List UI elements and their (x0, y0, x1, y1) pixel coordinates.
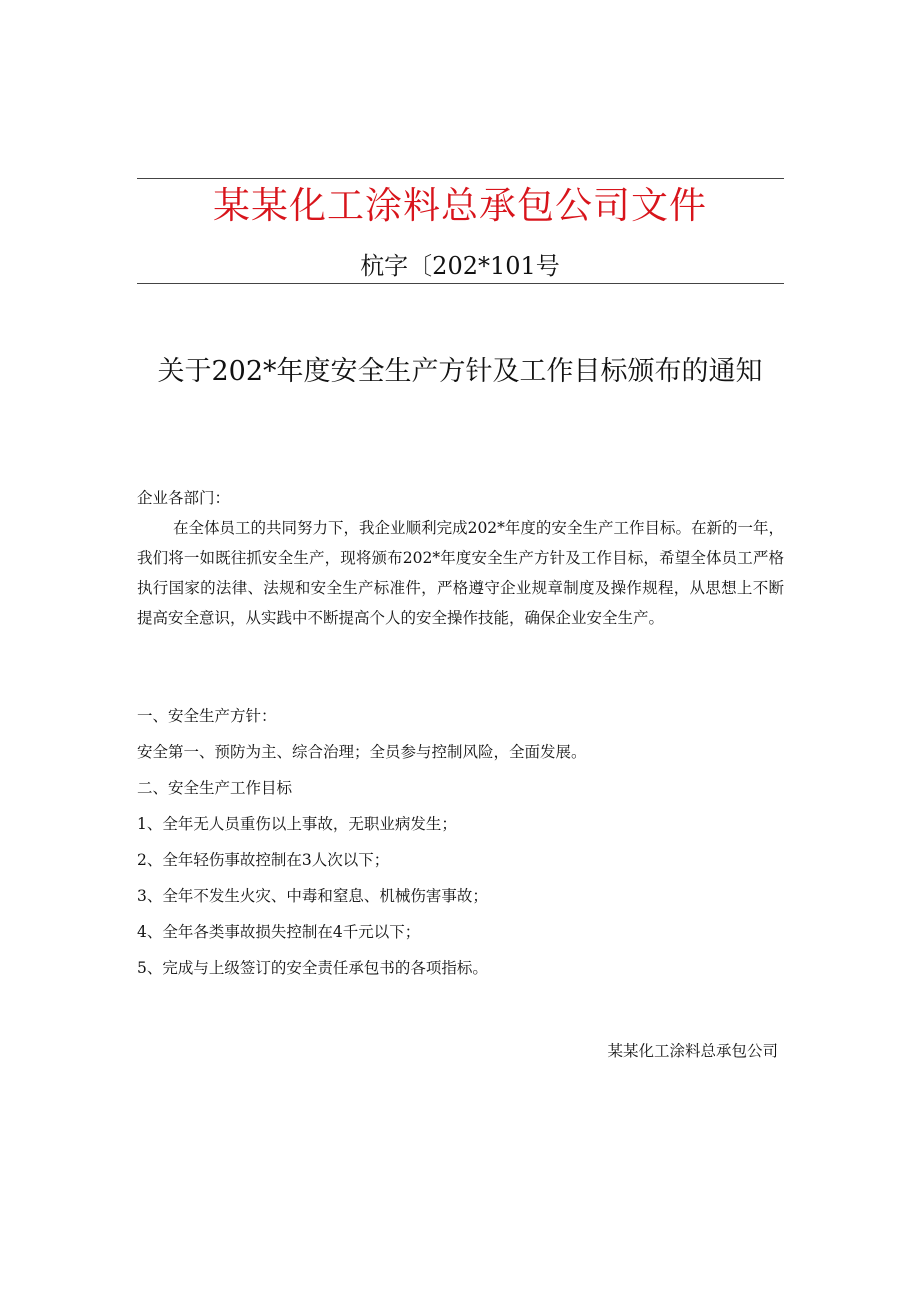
section1-text: 安全第一、预防为主、综合治理；全员参与控制风险，全面发展。 (137, 743, 587, 761)
organization-title: 某某化工涂料总承包公司文件 (213, 184, 707, 227)
goal-item-2: 2、全年轻伤事故控制在3人次以下； (137, 851, 390, 869)
salutation: 企业各部门： (137, 489, 231, 507)
goal-item-1: 1、全年无人员重伤以上事故，无职业病发生； (137, 815, 457, 833)
document-number: 杭字〔202*101号 (360, 252, 560, 280)
section-list (137, 698, 784, 986)
goal-item-3: 3、全年不发生火灾、中毒和窒息、机械伤害事故； (137, 887, 488, 905)
signature-company: 某某化工涂料总承包公司 (607, 1042, 778, 1060)
section2-heading: 二、安全生产工作目标 (137, 779, 293, 797)
header-bottom-rule (137, 283, 784, 284)
notice-title: 关于202*年度安全生产方针及工作目标颁布的通知 (157, 356, 763, 387)
goal-item-4: 4、全年各类事故损失控制在4千元以下； (137, 923, 421, 941)
intro-paragraph: 在全体员工的共同努力下，我企业顺利完成202*年度的安全生产工作目标。在新的一年，我们将一如既往抓安全生产，现将颁布202*年度安全生产方针及工作目标，希望全体员工严格执行国家的法律、法规和安全生产标准件，严格遵守企业规章制度及操作规程，从思想上不断提高安全意识，从实践中不断提高个人的安全操作技能，确保企业安全生产。 (137, 519, 784, 627)
header-top-rule (137, 178, 784, 179)
goal-item-5: 5、完成与上级签订的安全责任承包书的各项指标。 (137, 959, 488, 977)
section1-heading: 一、安全生产方针： (137, 707, 277, 725)
